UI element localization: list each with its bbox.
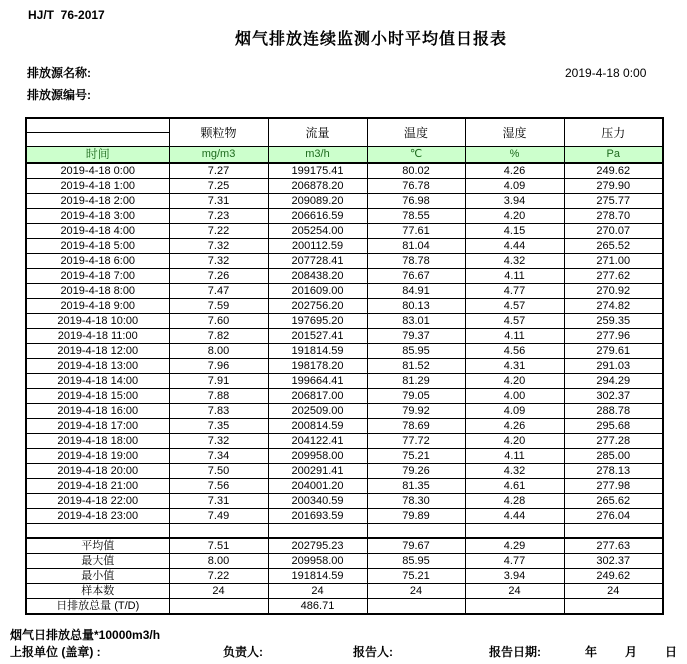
value-cell: 202756.20 [268, 299, 367, 314]
time-cell: 2019-4-18 11:00 [26, 329, 169, 344]
page-title: 烟气排放连续监测小时平均值日报表 [234, 31, 507, 48]
summary-value-cell: 24 [169, 584, 268, 599]
value-cell: 200291.41 [268, 464, 367, 479]
table-row [26, 449, 663, 464]
value-cell: 4.11 [465, 269, 564, 284]
year-label: 年 [585, 645, 598, 659]
table-row [26, 299, 663, 314]
summary-value-cell: 8.00 [169, 554, 268, 569]
summary-value-cell: 24 [367, 584, 465, 599]
separator-cell [367, 524, 465, 539]
value-cell: 198178.20 [268, 359, 367, 374]
time-cell: 2019-4-18 12:00 [26, 344, 169, 359]
value-cell: 7.96 [169, 359, 268, 374]
value-cell: 7.60 [169, 314, 268, 329]
value-cell: 197695.20 [268, 314, 367, 329]
source-name-label: 排放源名称: [27, 66, 91, 80]
value-cell: 3.94 [465, 194, 564, 209]
value-cell: 7.91 [169, 374, 268, 389]
value-cell: 7.32 [169, 434, 268, 449]
value-cell: 4.44 [465, 509, 564, 524]
value-cell: 79.92 [367, 404, 465, 419]
month-label: 月 [625, 645, 638, 659]
value-cell: 277.98 [564, 479, 663, 494]
value-cell: 209089.20 [268, 194, 367, 209]
value-cell: 78.30 [367, 494, 465, 509]
table-row [26, 404, 663, 419]
summary-value-cell: 24 [564, 584, 663, 599]
value-cell: 276.04 [564, 509, 663, 524]
value-cell: 191814.59 [268, 344, 367, 359]
unit-cell-4: Pa [564, 147, 663, 164]
value-cell: 277.96 [564, 329, 663, 344]
time-cell: 2019-4-18 6:00 [26, 254, 169, 269]
standard-code: HJ/T 76-2017 [28, 8, 105, 22]
pollutant-header-4: 压力 [564, 118, 663, 147]
value-cell: 83.01 [367, 314, 465, 329]
separator-cell [564, 524, 663, 539]
value-cell: 209958.00 [268, 449, 367, 464]
time-cell: 2019-4-18 5:00 [26, 239, 169, 254]
value-cell: 4.15 [465, 224, 564, 239]
summary-label-cell: 最小值 [26, 569, 169, 584]
table-row [26, 464, 663, 479]
value-cell: 4.20 [465, 374, 564, 389]
value-cell: 291.03 [564, 359, 663, 374]
value-cell: 274.82 [564, 299, 663, 314]
time-header-cell: 时间 [26, 147, 169, 164]
time-cell: 2019-4-18 2:00 [26, 194, 169, 209]
time-cell: 2019-4-18 21:00 [26, 479, 169, 494]
value-cell: 4.26 [465, 419, 564, 434]
table-row [26, 359, 663, 374]
summary-value-cell: 249.62 [564, 569, 663, 584]
value-cell: 4.09 [465, 179, 564, 194]
table-row [26, 344, 663, 359]
time-cell: 2019-4-18 0:00 [26, 163, 169, 179]
summary-value-cell: 191814.59 [268, 569, 367, 584]
summary-value-cell: 7.51 [169, 538, 268, 554]
time-cell: 2019-4-18 17:00 [26, 419, 169, 434]
value-cell: 204122.41 [268, 434, 367, 449]
time-cell: 2019-4-18 1:00 [26, 179, 169, 194]
value-cell: 81.35 [367, 479, 465, 494]
table-row [26, 194, 663, 209]
summary-value-cell: 3.94 [465, 569, 564, 584]
value-cell: 279.61 [564, 344, 663, 359]
time-cell: 2019-4-18 15:00 [26, 389, 169, 404]
value-cell: 275.77 [564, 194, 663, 209]
summary-row [26, 584, 663, 599]
value-cell: 4.26 [465, 163, 564, 179]
blank-header-cell [26, 133, 169, 147]
separator-cell [465, 524, 564, 539]
unit-cell-3: % [465, 147, 564, 164]
time-cell: 2019-4-18 16:00 [26, 404, 169, 419]
value-cell: 76.98 [367, 194, 465, 209]
summary-label-cell: 最大值 [26, 554, 169, 569]
pollutant-header-2: 温度 [367, 118, 465, 147]
value-cell: 4.11 [465, 449, 564, 464]
value-cell: 7.22 [169, 224, 268, 239]
value-cell: 81.04 [367, 239, 465, 254]
pollutant-header-3: 湿度 [465, 118, 564, 147]
value-cell: 208438.20 [268, 269, 367, 284]
summary-value-cell [564, 599, 663, 615]
value-cell: 204001.20 [268, 479, 367, 494]
source-id-label: 排放源编号: [27, 88, 91, 102]
table-row [26, 163, 663, 179]
summary-value-cell [367, 599, 465, 615]
unit-cell-2: ℃ [367, 147, 465, 164]
value-cell: 288.78 [564, 404, 663, 419]
table-row [26, 284, 663, 299]
separator-cell [268, 524, 367, 539]
value-cell: 79.05 [367, 389, 465, 404]
table-row [26, 509, 663, 524]
table-row [26, 239, 663, 254]
value-cell: 4.31 [465, 359, 564, 374]
unit-row [26, 147, 663, 164]
value-cell: 4.00 [465, 389, 564, 404]
value-cell: 200814.59 [268, 419, 367, 434]
value-cell: 4.28 [465, 494, 564, 509]
header-row-top [26, 118, 663, 133]
value-cell: 4.44 [465, 239, 564, 254]
value-cell: 206878.20 [268, 179, 367, 194]
value-cell: 78.69 [367, 419, 465, 434]
summary-row [26, 599, 663, 615]
value-cell: 7.27 [169, 163, 268, 179]
value-cell: 79.37 [367, 329, 465, 344]
table-row [26, 314, 663, 329]
value-cell: 200112.59 [268, 239, 367, 254]
value-cell: 206616.59 [268, 209, 367, 224]
separator-cell [26, 524, 169, 539]
separator-row [26, 524, 663, 539]
unit-cell-0: mg/m3 [169, 147, 268, 164]
value-cell: 277.62 [564, 269, 663, 284]
time-cell: 2019-4-18 18:00 [26, 434, 169, 449]
time-cell: 2019-4-18 9:00 [26, 299, 169, 314]
time-cell: 2019-4-18 14:00 [26, 374, 169, 389]
value-cell: 77.61 [367, 224, 465, 239]
value-cell: 7.83 [169, 404, 268, 419]
value-cell: 7.26 [169, 269, 268, 284]
table-row [26, 479, 663, 494]
value-cell: 4.32 [465, 254, 564, 269]
summary-value-cell: 7.22 [169, 569, 268, 584]
summary-value-cell: 4.77 [465, 554, 564, 569]
table-row [26, 209, 663, 224]
value-cell: 4.56 [465, 344, 564, 359]
value-cell: 76.67 [367, 269, 465, 284]
value-cell: 4.57 [465, 299, 564, 314]
table-row [26, 329, 663, 344]
value-cell: 78.78 [367, 254, 465, 269]
time-cell: 2019-4-18 4:00 [26, 224, 169, 239]
table-row [26, 434, 663, 449]
summary-value-cell: 202795.23 [268, 538, 367, 554]
summary-value-cell [465, 599, 564, 615]
value-cell: 7.49 [169, 509, 268, 524]
value-cell: 7.34 [169, 449, 268, 464]
value-cell: 7.23 [169, 209, 268, 224]
value-cell: 206817.00 [268, 389, 367, 404]
summary-value-cell: 277.63 [564, 538, 663, 554]
monitoring-table-body [26, 118, 663, 614]
value-cell: 279.90 [564, 179, 663, 194]
reporter-label: 报告人: [353, 645, 393, 659]
value-cell: 249.62 [564, 163, 663, 179]
summary-value-cell: 24 [268, 584, 367, 599]
blank-header-cell [26, 118, 169, 133]
value-cell: 85.95 [367, 344, 465, 359]
pollutant-header-1: 流量 [268, 118, 367, 147]
value-cell: 75.21 [367, 449, 465, 464]
value-cell: 201693.59 [268, 509, 367, 524]
time-cell: 2019-4-18 22:00 [26, 494, 169, 509]
value-cell: 277.28 [564, 434, 663, 449]
footer-note: 烟气日排放总量*10000m3/h [10, 628, 161, 642]
value-cell: 4.20 [465, 209, 564, 224]
value-cell: 200340.59 [268, 494, 367, 509]
summary-value-cell: 486.71 [268, 599, 367, 615]
value-cell: 259.35 [564, 314, 663, 329]
value-cell: 4.11 [465, 329, 564, 344]
value-cell: 7.35 [169, 419, 268, 434]
value-cell: 7.32 [169, 239, 268, 254]
summary-value-cell [169, 599, 268, 615]
summary-value-cell: 24 [465, 584, 564, 599]
table-row [26, 254, 663, 269]
value-cell: 201527.41 [268, 329, 367, 344]
time-cell: 2019-4-18 8:00 [26, 284, 169, 299]
value-cell: 80.02 [367, 163, 465, 179]
value-cell: 295.68 [564, 419, 663, 434]
value-cell: 79.26 [367, 464, 465, 479]
value-cell: 7.59 [169, 299, 268, 314]
summary-value-cell: 79.67 [367, 538, 465, 554]
value-cell: 265.62 [564, 494, 663, 509]
value-cell: 81.29 [367, 374, 465, 389]
summary-row [26, 554, 663, 569]
value-cell: 4.77 [465, 284, 564, 299]
table-row [26, 179, 663, 194]
value-cell: 80.13 [367, 299, 465, 314]
summary-label-cell: 日排放总量 (T/D) [26, 599, 169, 615]
summary-value-cell: 4.29 [465, 538, 564, 554]
summary-row [26, 538, 663, 554]
value-cell: 4.61 [465, 479, 564, 494]
summary-label-cell: 样本数 [26, 584, 169, 599]
time-cell: 2019-4-18 13:00 [26, 359, 169, 374]
value-cell: 294.29 [564, 374, 663, 389]
summary-value-cell: 209958.00 [268, 554, 367, 569]
monitoring-table [25, 117, 664, 615]
value-cell: 84.91 [367, 284, 465, 299]
value-cell: 199175.41 [268, 163, 367, 179]
day-label: 日 [665, 645, 678, 659]
value-cell: 7.31 [169, 494, 268, 509]
value-cell: 265.52 [564, 239, 663, 254]
table-row [26, 374, 663, 389]
value-cell: 207728.41 [268, 254, 367, 269]
value-cell: 78.55 [367, 209, 465, 224]
value-cell: 202509.00 [268, 404, 367, 419]
report-datetime: 2019-4-18 0:00 [565, 66, 647, 80]
time-cell: 2019-4-18 19:00 [26, 449, 169, 464]
value-cell: 270.07 [564, 224, 663, 239]
time-cell: 2019-4-18 3:00 [26, 209, 169, 224]
value-cell: 7.50 [169, 464, 268, 479]
value-cell: 76.78 [367, 179, 465, 194]
value-cell: 201609.00 [268, 284, 367, 299]
time-cell: 2019-4-18 23:00 [26, 509, 169, 524]
table-row [26, 269, 663, 284]
pollutant-header-0: 颗粒物 [169, 118, 268, 147]
table-row [26, 419, 663, 434]
summary-value-cell: 75.21 [367, 569, 465, 584]
value-cell: 8.00 [169, 344, 268, 359]
table-row [26, 224, 663, 239]
value-cell: 4.57 [465, 314, 564, 329]
time-cell: 2019-4-18 7:00 [26, 269, 169, 284]
value-cell: 7.56 [169, 479, 268, 494]
value-cell: 7.25 [169, 179, 268, 194]
value-cell: 205254.00 [268, 224, 367, 239]
time-cell: 2019-4-18 20:00 [26, 464, 169, 479]
value-cell: 7.88 [169, 389, 268, 404]
value-cell: 79.89 [367, 509, 465, 524]
table-row [26, 389, 663, 404]
value-cell: 302.37 [564, 389, 663, 404]
table-row [26, 494, 663, 509]
value-cell: 278.70 [564, 209, 663, 224]
value-cell: 4.09 [465, 404, 564, 419]
responsible-label: 负责人: [223, 645, 263, 659]
value-cell: 270.92 [564, 284, 663, 299]
report-date-label: 报告日期: [489, 645, 541, 659]
time-cell: 2019-4-18 10:00 [26, 314, 169, 329]
summary-value-cell: 302.37 [564, 554, 663, 569]
value-cell: 7.47 [169, 284, 268, 299]
value-cell: 81.52 [367, 359, 465, 374]
value-cell: 285.00 [564, 449, 663, 464]
separator-cell [169, 524, 268, 539]
value-cell: 4.20 [465, 434, 564, 449]
value-cell: 7.32 [169, 254, 268, 269]
value-cell: 278.13 [564, 464, 663, 479]
value-cell: 7.31 [169, 194, 268, 209]
value-cell: 7.82 [169, 329, 268, 344]
summary-value-cell: 85.95 [367, 554, 465, 569]
report-unit-label: 上报单位 (盖章) : [10, 645, 101, 659]
value-cell: 77.72 [367, 434, 465, 449]
value-cell: 199664.41 [268, 374, 367, 389]
value-cell: 271.00 [564, 254, 663, 269]
summary-label-cell: 平均值 [26, 538, 169, 554]
summary-row [26, 569, 663, 584]
value-cell: 4.32 [465, 464, 564, 479]
unit-cell-1: m3/h [268, 147, 367, 164]
